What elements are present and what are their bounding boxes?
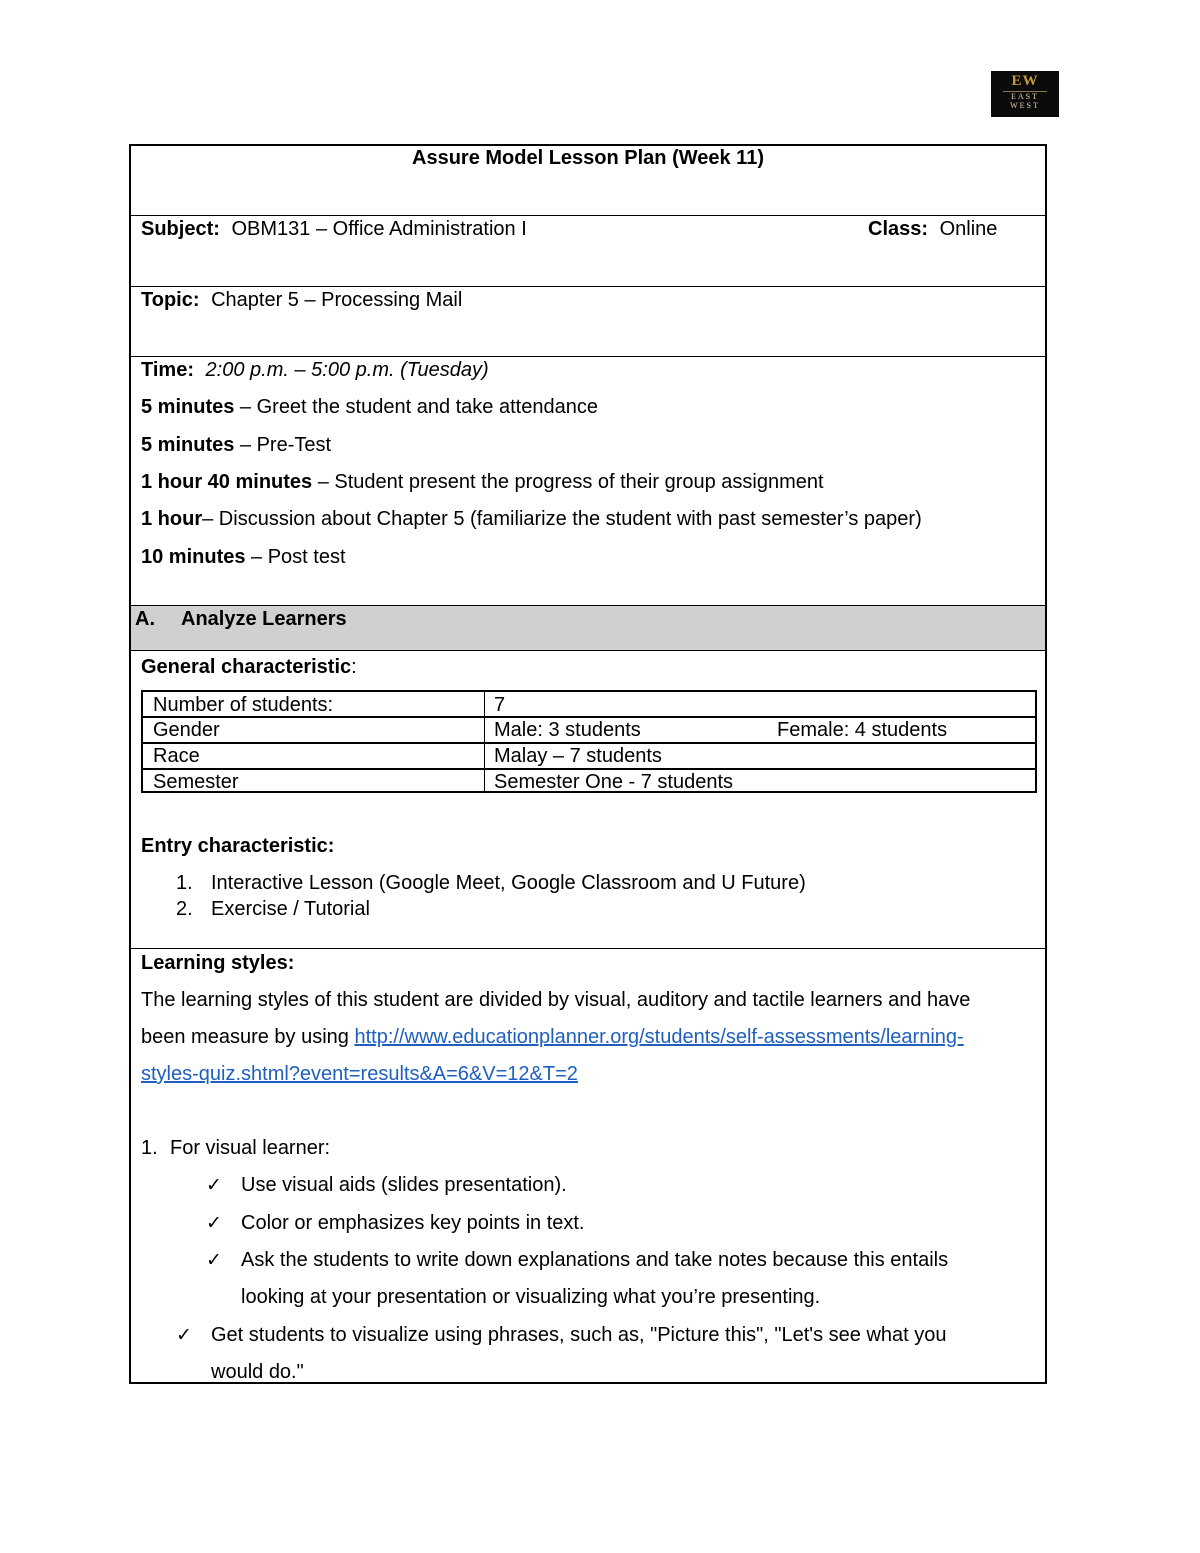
schedule-activity: – Student present the progress of their group assignment [312,471,824,493]
schedule-duration: 5 minutes [141,434,235,456]
bullet-text: Ask the students to write down explanations and take notes because this entails [241,1249,949,1271]
checkmark-icon: ✓ [176,1324,192,1346]
schedule-duration: 10 minutes [141,546,246,568]
entry-item-text: Exercise / Tutorial [211,898,370,920]
topic-label: Topic: [141,289,200,311]
time-value: 2:00 p.m. – 5:00 p.m. (Tuesday) [205,359,489,381]
quiz-link-continued[interactable]: styles-quiz.shtml?event=results&A=6&V=12&T=2 [141,1063,578,1085]
learning-styles-heading: Learning styles: [141,952,295,974]
row-divider [129,215,1047,216]
row-divider [143,768,1035,770]
schedule-item [141,546,346,569]
entry-item-text: Interactive Lesson (Google Meet, Google Classroom and U Future) [211,872,806,894]
bullet-text: Use visual aids (slides presentation). [241,1174,567,1196]
row-divider [143,742,1035,744]
stats-key: Gender [153,719,220,741]
schedule-duration: 1 hour 40 minutes [141,471,313,493]
entry-item-number: 2. [176,898,193,920]
logo-word-1: EAST [1011,92,1039,101]
schedule-activity: – Discussion about Chapter 5 (familiarize the student with past semester’s paper) [202,508,922,530]
learner-stats-table [141,690,1037,793]
checkmark-icon: ✓ [206,1174,222,1196]
stats-value: 7 [494,694,506,716]
schedule-activity: – Post test [245,546,346,568]
stats-value: Malay – 7 students [494,745,662,767]
schedule-item [141,471,824,494]
schedule-duration: 5 minutes [141,396,235,418]
bullet-text-cont: would do." [211,1361,304,1383]
bullet-text-cont: looking at your presentation or visualizing what you’re presenting. [241,1286,821,1308]
class-label: Class: [868,218,929,240]
quiz-link-cont [141,1063,578,1086]
stats-extra: Female: 4 students [777,719,948,741]
subject-label: Subject: [141,218,220,240]
quiz-link[interactable]: http://www.educationplanner.org/students/self-assessments/learning- [354,1026,964,1048]
bullet-text: Get students to visualize using phrases, such as, "Picture this", "Let's see what you [211,1324,947,1346]
row-divider [129,948,1047,949]
visual-learner-heading: For visual learner: [170,1137,331,1159]
stats-key: Number of students: [153,694,334,716]
section-a-letter: A. [135,608,155,630]
stats-key: Semester [153,771,239,793]
schedule-item [141,434,331,457]
schedule-activity: – Pre-Test [234,434,332,456]
row-divider [129,286,1047,287]
stats-value: Male: 3 students [494,719,641,741]
page-title: Assure Model Lesson Plan (Week 11) [412,147,764,169]
learning-styles-paragraph-cont [141,1026,964,1049]
entry-characteristic-heading: Entry characteristic: [141,835,335,857]
entry-item-number: 1. [176,872,193,894]
class-value: Online [939,218,998,240]
general-characteristic-heading [141,656,357,679]
logo-monogram: EW [1011,73,1039,89]
visual-learner-number: 1. [141,1137,158,1159]
learning-styles-paragraph: The learning styles of this student are divided by visual, auditory and tactile learners and have [141,989,971,1011]
topic-line [141,289,462,312]
subject-line [141,218,527,241]
university-logo [991,71,1059,117]
schedule-item [141,396,598,419]
schedule-item [141,508,922,531]
row-divider [129,356,1047,357]
section-a-title: Analyze Learners [181,608,347,630]
time-line [141,359,489,382]
time-label: Time: [141,359,194,381]
general-label: General characteristic [141,656,352,678]
topic-value: Chapter 5 – Processing Mail [211,289,463,311]
stats-key: Race [153,745,200,767]
subject-value: OBM131 – Office Administration I [231,218,527,240]
checkmark-icon: ✓ [206,1212,222,1234]
logo-word-2: WEST [1010,101,1040,110]
bullet-text: Color or emphasizes key points in text. [241,1212,585,1234]
checkmark-icon: ✓ [206,1249,222,1271]
stats-value: Semester One - 7 students [494,771,734,793]
paragraph-text: been measure by using [141,1026,355,1048]
class-line [868,218,997,241]
general-colon: : [351,656,357,678]
schedule-duration: 1 hour [141,508,203,530]
schedule-activity: – Greet the student and take attendance [234,396,598,418]
